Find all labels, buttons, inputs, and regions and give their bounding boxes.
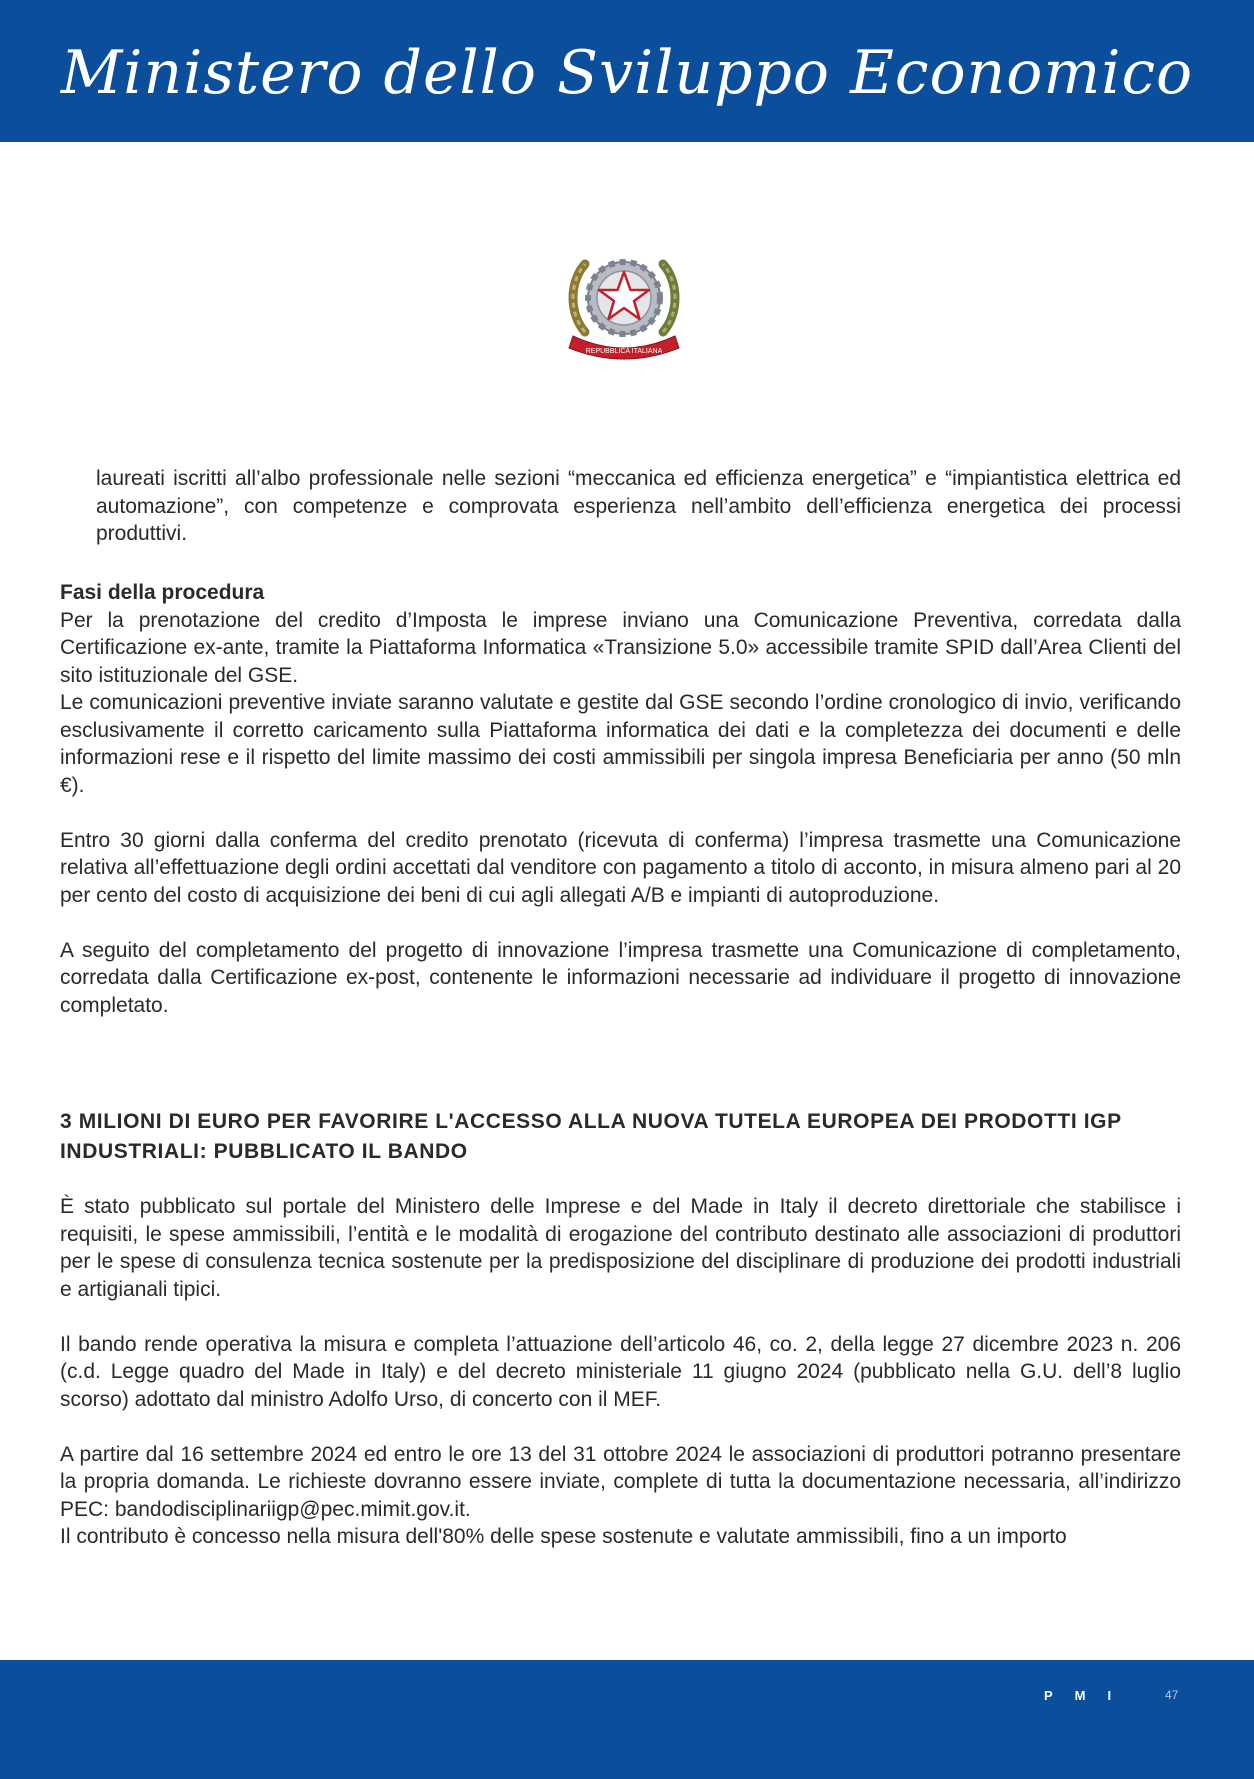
procedure-paragraph-4: A seguito del completamento del progetto di innovazione l’impresa trasmette una Comunicazione di completamento, corredata dalla Certificazione ex-post, contenente le informazioni necessarie ad individuare il progetto di innovazione completato. <box>60 938 1181 1017</box>
igp-paragraph-3: A partire dal 16 settembre 2024 ed entro le ore 13 del 31 ottobre 2024 le associazioni di produttori potranno presentare la propria domanda. Le richieste dovranno essere inviate, complete di tutta la documentazione necessaria, all’indirizzo PEC: bandodisciplinariigp@pec.mimit.gov.it. <box>60 1442 1181 1521</box>
igp-section <box>60 1193 1181 1551</box>
footer-brand: PMI <box>1044 1688 1134 1703</box>
ministry-title: Ministero dello Sviluppo Economico <box>60 38 1194 108</box>
igp-paragraph-1: È stato pubblicato sul portale del Ministero delle Imprese e del Made in Italy il decreto direttoriale che stabilisce i requisiti, le spese ammissibili, l’entità e le modalità di erogazione del contributo destinato alle associazioni di produttori per le spese di consulenza tecnica sostenute per la predisposizione del disciplinare di produzione dei prodotti industriali e artigianali tipici. <box>60 1195 1181 1301</box>
continuation-paragraph: laureati iscritti all’albo professionale nelle sezioni “meccanica ed efficienza energetica” e “impiantistica elettrica ed automazione”, con competenze e comprovata esperienza nell’ambito dell’efficienza energetica dei processi produttivi. <box>96 467 1181 545</box>
continuation-block <box>96 465 1181 548</box>
emblem-ribbon-text: REPUBBLICA ITALIANA <box>585 348 663 355</box>
procedure-paragraph-3: Entro 30 giorni dalla conferma del credito prenotato (ricevuta di conferma) l’impresa trasmette una Comunicazione relativa all’effettuazione degli ordini accettati dal venditore con pagamento a titolo di acconto, in misura almeno pari al 20 per cento del costo di acquisizione dei beni di cui agli allegati A/B e impianti di autoproduzione. <box>60 828 1181 907</box>
footer-bar <box>0 1660 1254 1779</box>
procedure-paragraph-2: Le comunicazioni preventive inviate saranno valutate e gestite dal GSE secondo l’ordine cronologico di invio, verificando esclusivamente il corretto caricamento sulla Piattaforma informatica dei dati e la completezza dei documenti e delle informazioni rese e il rispetto del limite massimo dei costi ammissibili per singola impresa Beneficiaria per anno (50 mln €). <box>60 691 1181 797</box>
section-heading: 3 MILIONI DI EURO PER FAVORIRE L'ACCESSO ALLA NUOVA TUTELA EUROPEA DEI PRODOTTI IGP INDUSTRIALI: PUBBLICATO IL BANDO <box>60 1110 1122 1163</box>
igp-paragraph-2: Il bando rende operativa la misura e completa l’attuazione dell’articolo 46, co. 2, della legge 27 dicembre 2023 n. 206 (c.d. Legge quadro del Made in Italy) e del decreto ministeriale 11 giugno 2024 (pubblicato nella G.U. dell’8 luglio scorso) adottato dal ministro Adolfo Urso, di concerto con il MEF. <box>60 1332 1181 1411</box>
procedure-title: Fasi della procedura <box>60 581 265 604</box>
page-number: 47 <box>1165 1688 1179 1702</box>
igp-paragraph-4: Il contributo è concesso nella misura dell'80% delle spese sostenute e valutate ammissibili, fino a un importo <box>60 1525 1067 1548</box>
italian-republic-emblem <box>565 240 683 362</box>
procedure-section <box>60 579 1181 1019</box>
procedure-paragraph-1: Per la prenotazione del credito d’Imposta le imprese inviano una Comunicazione Preventiva, corredata dalla Certificazione ex-ante, tramite la Piattaforma Informatica «Transizione 5.0» accessibile tramite SPID dall’Area Clienti del sito istituzionale del GSE. <box>60 608 1181 687</box>
